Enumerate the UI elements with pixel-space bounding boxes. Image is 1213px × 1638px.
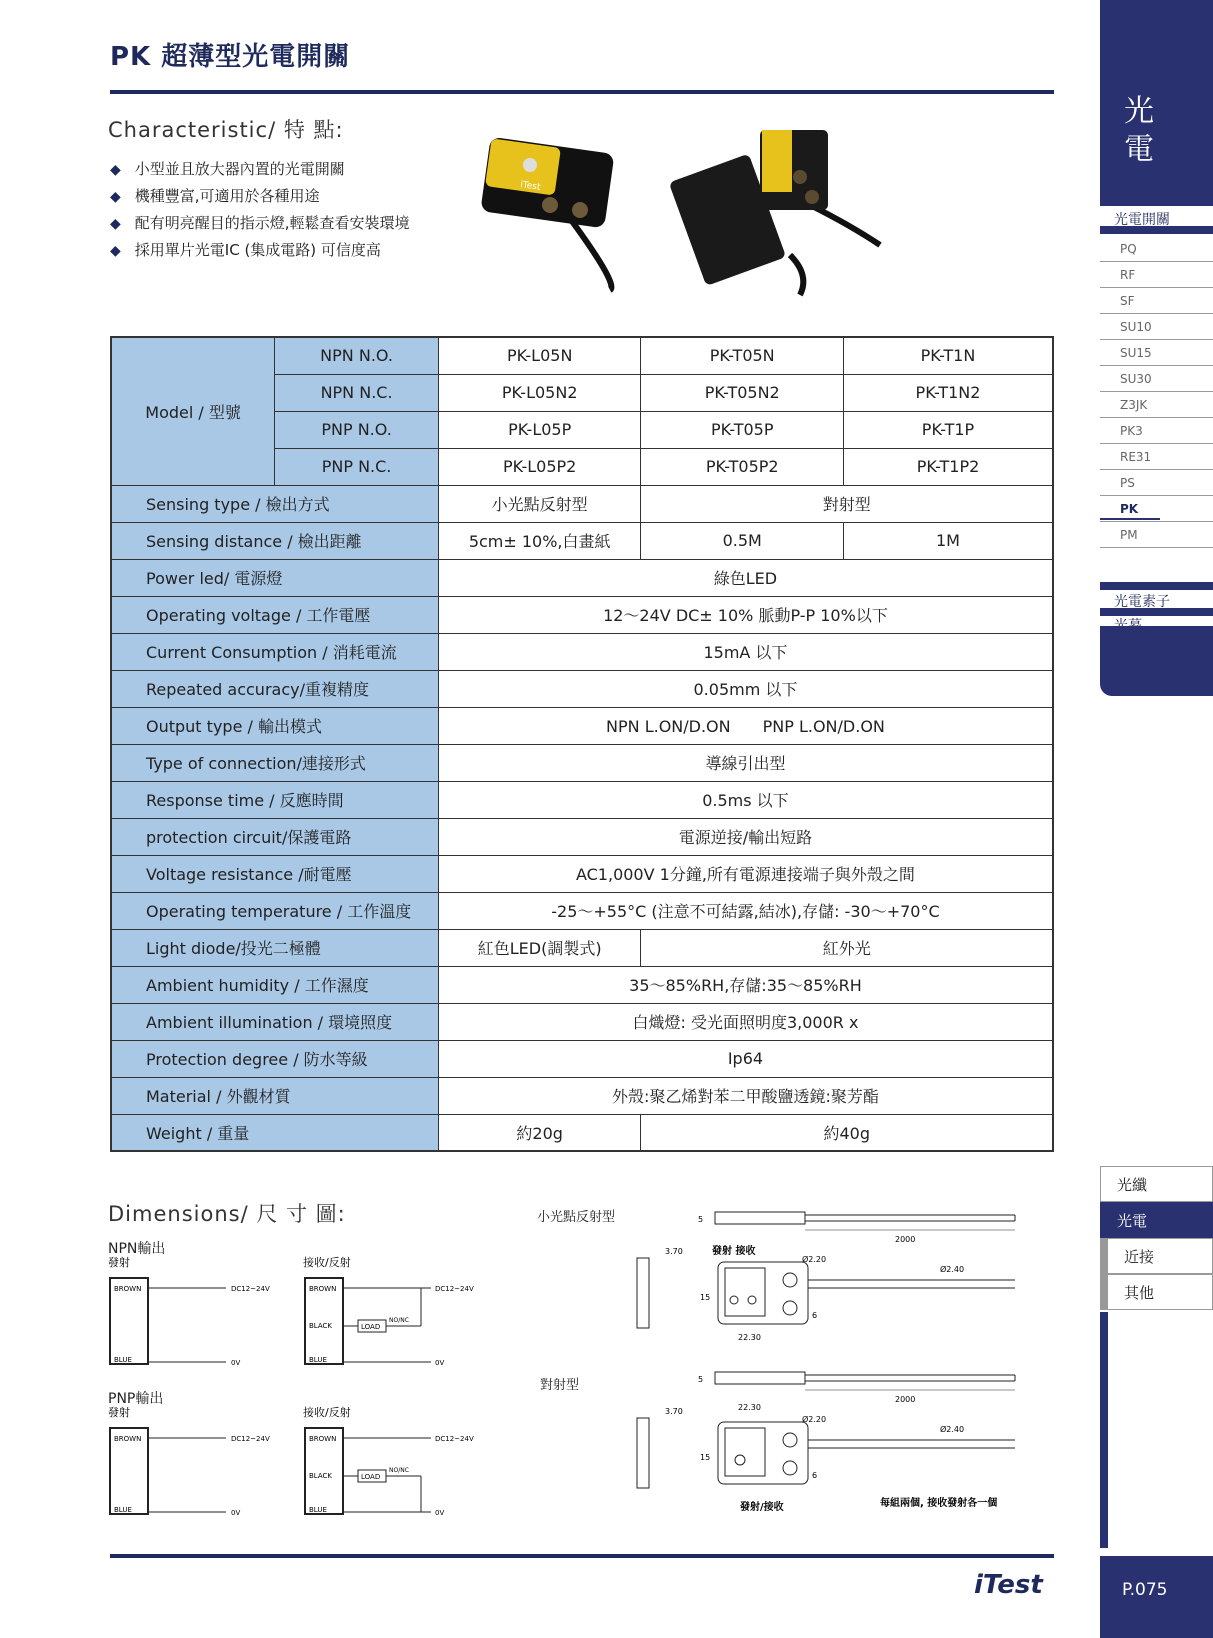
spec-value: NPN L.ON/D.ON PNP L.ON/D.ON xyxy=(438,707,1053,744)
dim-240: Ø2.40 xyxy=(940,1425,965,1434)
feature-item: ◆ 小型並且放大器內置的光電開關 xyxy=(110,156,410,183)
dim-2230: 22.30 xyxy=(738,1403,761,1412)
blue-label: BLUE xyxy=(114,1356,132,1364)
dc-label: DC12~24V xyxy=(435,1435,474,1443)
features-heading: Characteristic/ 特 點: xyxy=(108,118,344,142)
table-row xyxy=(111,1114,1053,1151)
spec-label: protection circuit/保護電路 xyxy=(111,818,438,855)
spec-label: Repeated accuracy/重複精度 xyxy=(111,670,438,707)
table-row xyxy=(111,670,1053,707)
pnp-title: PNP輸出 xyxy=(108,1391,164,1407)
table-row xyxy=(111,707,1053,744)
model-cell: PK-T1N2 xyxy=(843,374,1053,411)
model-cell: PK-T1P xyxy=(843,411,1053,448)
load-label: LOAD xyxy=(361,1473,381,1481)
sidebar-header xyxy=(1100,0,1213,206)
reflective-drawing xyxy=(637,1212,1015,1342)
feature-list xyxy=(110,156,410,264)
sidebar-item-pk3[interactable]: PK3 xyxy=(1100,418,1213,444)
sidebar-item-su15[interactable]: SU15 xyxy=(1100,340,1213,366)
model-cell: PK-L05N xyxy=(438,337,641,374)
pair-note: 每組兩個, 接收發射各一個 xyxy=(880,1498,998,1509)
sidebar-block xyxy=(1100,626,1213,696)
spec-label: Ambient humidity / 工作濕度 xyxy=(111,966,438,1003)
table-row xyxy=(111,1003,1053,1040)
output-type-cell: NPN N.O. xyxy=(275,337,439,374)
sidebar-item-re31[interactable]: RE31 xyxy=(1100,444,1213,470)
spec-value: 0.05mm 以下 xyxy=(438,670,1053,707)
table-row xyxy=(111,966,1053,1003)
zero-label: 0V xyxy=(231,1359,241,1367)
table-row xyxy=(111,522,1053,559)
recv-label: 接收/反射 xyxy=(303,1256,351,1269)
table-row xyxy=(111,485,1053,522)
blue-label: BLUE xyxy=(309,1506,327,1514)
table-row xyxy=(111,1077,1053,1114)
spec-value: 約40g xyxy=(641,1114,1053,1151)
sidebar-item-su10[interactable]: SU10 xyxy=(1100,314,1213,340)
spec-label: Current Consumption / 消耗電流 xyxy=(111,633,438,670)
product-photo xyxy=(470,115,890,300)
spec-label: Response time / 反應時間 xyxy=(111,781,438,818)
emit-recv-label: 發射 接收 xyxy=(712,1246,756,1257)
brown-label: BROWN xyxy=(114,1435,142,1443)
table-row xyxy=(111,781,1053,818)
spec-value: 小光點反射型 xyxy=(438,485,641,522)
npn-recv-circuit xyxy=(303,1256,474,1367)
sidebar-section-photoswitch[interactable]: 光電開關 xyxy=(1100,208,1213,234)
spec-label: Sensing type / 檢出方式 xyxy=(111,485,438,522)
spec-value: 對射型 xyxy=(641,485,1053,522)
dim-220: Ø2.20 xyxy=(802,1255,827,1264)
dim-240: Ø2.40 xyxy=(940,1265,965,1274)
model-cell: PK-T1N xyxy=(843,337,1053,374)
footer-divider xyxy=(110,1554,1054,1558)
load-label: LOAD xyxy=(361,1323,381,1331)
feature-item: ◆ 採用單片光電IC (集成電路) 可信度高 xyxy=(110,237,410,264)
spec-value: -25～+55°C (注意不可結露,結冰),存儲: -30～+70°C xyxy=(438,892,1053,929)
type2-label: 對射型 xyxy=(540,1378,580,1393)
spec-label: Material / 外觀材質 xyxy=(111,1077,438,1114)
dim-370: 3.70 xyxy=(665,1247,683,1256)
black-label: BLACK xyxy=(309,1322,333,1330)
sidebar-item-pk[interactable]: PK xyxy=(1100,496,1213,522)
zero-label: 0V xyxy=(231,1509,241,1517)
dim-5: 5 xyxy=(698,1375,704,1384)
spec-label: Operating voltage / 工作電壓 xyxy=(111,596,438,633)
pnp-recv-circuit xyxy=(303,1405,474,1517)
model-cell: PK-L05P2 xyxy=(438,448,641,485)
spec-value: 1M xyxy=(843,522,1053,559)
spec-value: 約20g xyxy=(438,1114,641,1151)
dim-2000: 2000 xyxy=(895,1395,916,1404)
dc-label: DC12~24V xyxy=(435,1285,474,1293)
model-cell: PK-L05P xyxy=(438,411,641,448)
model-cell: PK-T05N xyxy=(641,337,844,374)
spec-value: 白熾燈: 受光面照明度3,000R x xyxy=(438,1003,1053,1040)
dim-2230: 22.30 xyxy=(738,1333,761,1342)
dc-label: DC12~24V xyxy=(231,1435,270,1443)
spec-label: Protection degree / 防水等級 xyxy=(111,1040,438,1077)
spec-value: 0.5ms 以下 xyxy=(438,781,1053,818)
brand-logo: iTest xyxy=(974,1570,1043,1600)
spec-value: 15mA 以下 xyxy=(438,633,1053,670)
output-type-cell: PNP N.C. xyxy=(275,448,439,485)
black-label: BLACK xyxy=(309,1472,333,1480)
dc-label: DC12~24V xyxy=(231,1285,270,1293)
model-label: Model / 型號 xyxy=(111,337,275,485)
category-photo[interactable]: 光電 xyxy=(1100,1202,1213,1238)
output-type-cell: PNP N.O. xyxy=(275,411,439,448)
sidebar-glyph: 電 xyxy=(1124,132,1154,167)
spec-value: 35～85%RH,存儲:35～85%RH xyxy=(438,966,1053,1003)
table-row xyxy=(111,633,1053,670)
sidebar-lower xyxy=(1100,1312,1213,1548)
page-number: P.075 xyxy=(1100,1556,1213,1638)
table-row xyxy=(111,855,1053,892)
table-row xyxy=(111,596,1053,633)
spec-value: 綠色LED xyxy=(438,559,1053,596)
spec-table xyxy=(110,336,1054,1152)
pnp-emit-circuit xyxy=(108,1405,270,1517)
category-other[interactable]: 其他 xyxy=(1100,1274,1213,1310)
brown-label: BROWN xyxy=(114,1285,142,1293)
blue-label: BLUE xyxy=(114,1506,132,1514)
dim-15: 15 xyxy=(700,1293,711,1302)
sidebar-item-pm[interactable]: PM xyxy=(1100,522,1213,548)
emit-label: 發射 xyxy=(108,1256,130,1269)
sidebar-section-element[interactable]: 光電素子 xyxy=(1100,582,1213,616)
dim-15: 15 xyxy=(700,1453,711,1462)
spec-label: Ambient illumination / 環境照度 xyxy=(111,1003,438,1040)
table-row xyxy=(111,929,1053,966)
sidebar-item-ps[interactable]: PS xyxy=(1100,470,1213,496)
blue-label: BLUE xyxy=(309,1356,327,1364)
spec-value: 12～24V DC± 10% 脈動P-P 10%以下 xyxy=(438,596,1053,633)
dim-6: 6 xyxy=(812,1471,818,1480)
table-row xyxy=(111,559,1053,596)
spec-label: Sensing distance / 檢出距離 xyxy=(111,522,438,559)
spec-value: 紅色LED(調製式) xyxy=(438,929,641,966)
emit-label: 發射 xyxy=(108,1406,130,1419)
dim-5: 5 xyxy=(698,1215,704,1224)
dim-220: Ø2.20 xyxy=(802,1415,827,1424)
spec-label: Output type / 輸出模式 xyxy=(111,707,438,744)
model-cell: PK-T05P2 xyxy=(641,448,844,485)
output-type-cell: NPN N.C. xyxy=(275,374,439,411)
brown-label: BROWN xyxy=(309,1435,337,1443)
table-row xyxy=(111,337,1053,374)
emit-recv2-label: 發射/接收 xyxy=(740,1502,784,1513)
model-cell: PK-T05N2 xyxy=(641,374,844,411)
table-row xyxy=(111,744,1053,781)
page-title: PK 超薄型光電開關 xyxy=(110,42,351,72)
category-fiber[interactable]: 光纖 xyxy=(1100,1166,1213,1202)
spec-value: 紅外光 xyxy=(641,929,1053,966)
spec-label: Voltage resistance /耐電壓 xyxy=(111,855,438,892)
table-row xyxy=(111,818,1053,855)
model-cell: PK-L05N2 xyxy=(438,374,641,411)
wiring-diagrams xyxy=(108,1256,488,1546)
spec-value: 0.5M xyxy=(641,522,844,559)
model-cell: PK-T05P xyxy=(641,411,844,448)
spec-value: 導線引出型 xyxy=(438,744,1053,781)
zero-label: 0V xyxy=(435,1359,445,1367)
title-divider xyxy=(110,90,1054,94)
sidebar-item-z3jk[interactable]: Z3JK xyxy=(1100,392,1213,418)
spec-value: 外殼:聚乙烯對苯二甲酸鹽透鏡:聚芳酯 xyxy=(438,1077,1053,1114)
table-row xyxy=(111,1040,1053,1077)
nonc-label: NO/NC xyxy=(389,1467,409,1474)
model-cell: PK-T1P2 xyxy=(843,448,1053,485)
dim-2000: 2000 xyxy=(895,1235,916,1244)
recv-label: 接收/反射 xyxy=(303,1406,351,1419)
feature-item: ◆ 配有明亮醒目的指示燈,輕鬆查看安裝環境 xyxy=(110,210,410,237)
table-row xyxy=(111,892,1053,929)
spec-label: Power led/ 電源燈 xyxy=(111,559,438,596)
spec-value: AC1,000V 1分鐘,所有電源連接端子與外殼之間 xyxy=(438,855,1053,892)
sidebar-item-rf[interactable]: RF xyxy=(1100,262,1213,288)
spec-label: Type of connection/連接形式 xyxy=(111,744,438,781)
dim-6: 6 xyxy=(812,1311,818,1320)
sidebar-item-su30[interactable]: SU30 xyxy=(1100,366,1213,392)
spec-value: Ip64 xyxy=(438,1040,1053,1077)
sensor-brand: iTest xyxy=(519,180,542,193)
sidebar-item-pq[interactable]: PQ xyxy=(1100,236,1213,262)
dimension-drawings xyxy=(630,1200,1050,1540)
spec-label: Light diode/投光二極體 xyxy=(111,929,438,966)
sidebar-glyph: 光 xyxy=(1124,94,1154,129)
dim-370: 3.70 xyxy=(665,1407,683,1416)
npn-title: NPN輸出 xyxy=(108,1241,166,1257)
npn-emit-circuit xyxy=(108,1256,270,1367)
spec-value: 5cm± 10%,白畫紙 xyxy=(438,522,641,559)
zero-label: 0V xyxy=(435,1509,445,1517)
spec-label: Weight / 重量 xyxy=(111,1114,438,1151)
nonc-label: NO/NC xyxy=(389,1317,409,1324)
thrubeam-drawing xyxy=(637,1372,1015,1513)
dimensions-heading: Dimensions/ 尺 寸 圖: xyxy=(108,1202,346,1226)
brown-label: BROWN xyxy=(309,1285,337,1293)
category-proximity[interactable]: 近接 xyxy=(1100,1238,1213,1274)
spec-label: Operating temperature / 工作溫度 xyxy=(111,892,438,929)
sidebar-item-sf[interactable]: SF xyxy=(1100,288,1213,314)
arrow-left-icon xyxy=(1100,518,1160,520)
type1-label: 小光點反射型 xyxy=(537,1210,616,1225)
spec-value: 電源逆接/輸出短路 xyxy=(438,818,1053,855)
feature-item: ◆ 機種豐富,可適用於各種用途 xyxy=(110,183,410,210)
